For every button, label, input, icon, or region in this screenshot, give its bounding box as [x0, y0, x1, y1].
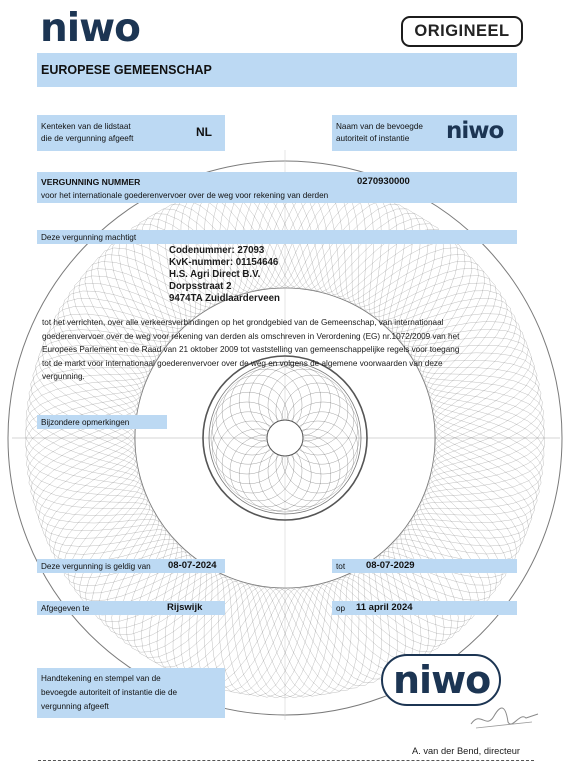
origineel-text: ORIGINEEL: [414, 22, 510, 40]
issued-date-label: op: [336, 604, 346, 613]
licence-number-value: 0270930000: [357, 176, 410, 187]
validity-to-value: 08-07-2029: [366, 560, 415, 571]
remarks-band: [37, 415, 167, 429]
niwo-stamp: [381, 654, 501, 706]
handwritten-signature: [466, 704, 546, 734]
licence-subtitle: voor het internationale goederenvervoer over de weg voor rekening van derden: [41, 191, 329, 200]
validity-from-box: [37, 559, 225, 573]
authority-niwo-logo: niwo: [446, 118, 504, 144]
authority-label-2: autoriteit of instantie: [336, 134, 410, 143]
licence-number-label: VERGUNNING NUMMER: [41, 177, 141, 187]
holder-section-label: Deze vergunning machtigt: [41, 233, 137, 242]
signature-label-3: vergunning afgeeft: [41, 702, 109, 711]
bottom-line: [38, 760, 534, 761]
licence-number-band: [37, 172, 517, 203]
holder-name: H.S. Agri Direct B.V.: [169, 269, 261, 280]
issued-date-box: [332, 601, 517, 615]
signature-label-2: bevoegde autoriteit of instantie die de: [41, 688, 178, 697]
licence-body-text: [42, 316, 522, 384]
issued-place-box: [37, 601, 225, 615]
signature-label-1: Handtekening en stempel van de: [41, 674, 161, 683]
authority-label-1: Naam van de bevoegde: [336, 122, 423, 131]
holder-code: Codenummer: 27093: [169, 245, 265, 256]
issuing-state-label-2: die de vergunning afgeeft: [41, 134, 134, 143]
validity-to-label: tot: [336, 562, 346, 571]
community-title: EUROPESE GEMEENSCHAP: [41, 63, 212, 77]
issuing-state-value: NL: [196, 125, 212, 139]
holder-band: [37, 230, 517, 244]
body-line: goederenvervoer over de weg voor rekening van derden als omschreven in Verordening (EG) nr.1072/2009 van het: [42, 331, 460, 341]
authority-box: [332, 115, 517, 151]
holder-block: [169, 245, 280, 305]
stamp-niwo-text: niwo: [393, 658, 491, 702]
issued-place-label: Afgegeven te: [41, 604, 90, 613]
holder-street: Dorpsstraat 2: [169, 281, 232, 292]
community-band: [37, 53, 517, 87]
issuing-state-label-1: Kenteken van de lidstaat: [41, 122, 131, 131]
niwo-logo: [40, 6, 152, 51]
remarks-label: Bijzondere opmerkingen: [41, 418, 130, 427]
holder-city: 9474TA Zuidlaarderveen: [169, 293, 280, 304]
body-line: tot het verrichten, over alle verkeersverbindingen op het grondgebied van de Gemeenschap, van internationaal: [42, 318, 444, 327]
validity-to-box: [332, 559, 517, 573]
validity-from-value: 08-07-2024: [168, 560, 217, 571]
signatory-name: A. van der Bend, directeur: [412, 746, 521, 756]
validity-from-label: Deze vergunning is geldig van: [41, 562, 151, 571]
issued-place-value: Rijswijk: [167, 602, 203, 613]
body-line: tot de markt voor internationaal goederenvervoer over de weg en volgens de algemene voorwaarden van deze: [42, 358, 443, 368]
issuing-state-box: [37, 115, 225, 151]
body-line: vergunning.: [42, 372, 85, 381]
issued-date-value: 11 april 2024: [356, 602, 413, 613]
niwo-logo-text: niwo: [40, 6, 140, 51]
holder-kvk: KvK-nummer: 01154646: [169, 257, 279, 268]
origineel-stamp: [401, 16, 523, 47]
body-line: Europees Parlement en de Raad van 21 oktober 2009 tot vaststelling van gemeenschappelijke regels voor toegang: [42, 345, 460, 354]
signature-label-box: [37, 668, 225, 718]
